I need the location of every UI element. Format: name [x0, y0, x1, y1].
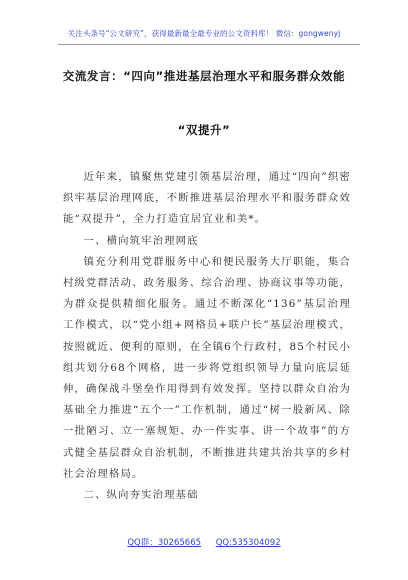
- body-paragraph-intro: 近年来，镇聚焦党建引领基层治理，通过“四向”织密织牢基层治理网底，不断推进基层治理水平和服务群众效能“双提升”，全力打造宜居宜业和美*。: [63, 171, 351, 226]
- section-heading-1: 一、横向筑牢治理网底: [83, 234, 199, 247]
- footer-qq: QQ:535304092: [215, 538, 281, 548]
- header-divider: [58, 44, 360, 45]
- document-title-continuation: “双提升”: [177, 123, 231, 137]
- footer: [0, 536, 408, 548]
- document-body: [63, 167, 351, 506]
- header-banner: 关注头条号“公文研究”，获得最新最全最专业的公文资料库！ 微信：gongwenyj: [67, 29, 341, 38]
- body-paragraph-section-1: 镇充分利用党群服务中心和便民服务大厅职能，集合村级党群活动、政务服务、综合治理、协商议事等功能，为群众提供精细化服务。通过不断深化“136”基层治理工作模式，以“党小组+网格员+联户长”基层治理模式，按照就近、便利的原则，在全镇6个行政村，85个村民小组共划分68个网格，进一步将党组织领导力量向底层延伸，确保战斗堡垒作用得到有效发挥。坚持以群众自治为基础全力推进“五个一”工作机制，通过“树一股新风、除一批陋习、立一塞规矩、办一件实事、讲一个故事”的方式健全基层群众自治机制，不断推进共建共治共享的乡村社会治理格局。: [63, 255, 351, 480]
- footer-qq-group: QQ群：30265665: [127, 538, 202, 548]
- section-heading-2: 二、纵向夯实治理基础: [83, 489, 199, 502]
- document-title: 交流发言：“四向”推进基层治理水平和服务群众效能: [62, 69, 346, 83]
